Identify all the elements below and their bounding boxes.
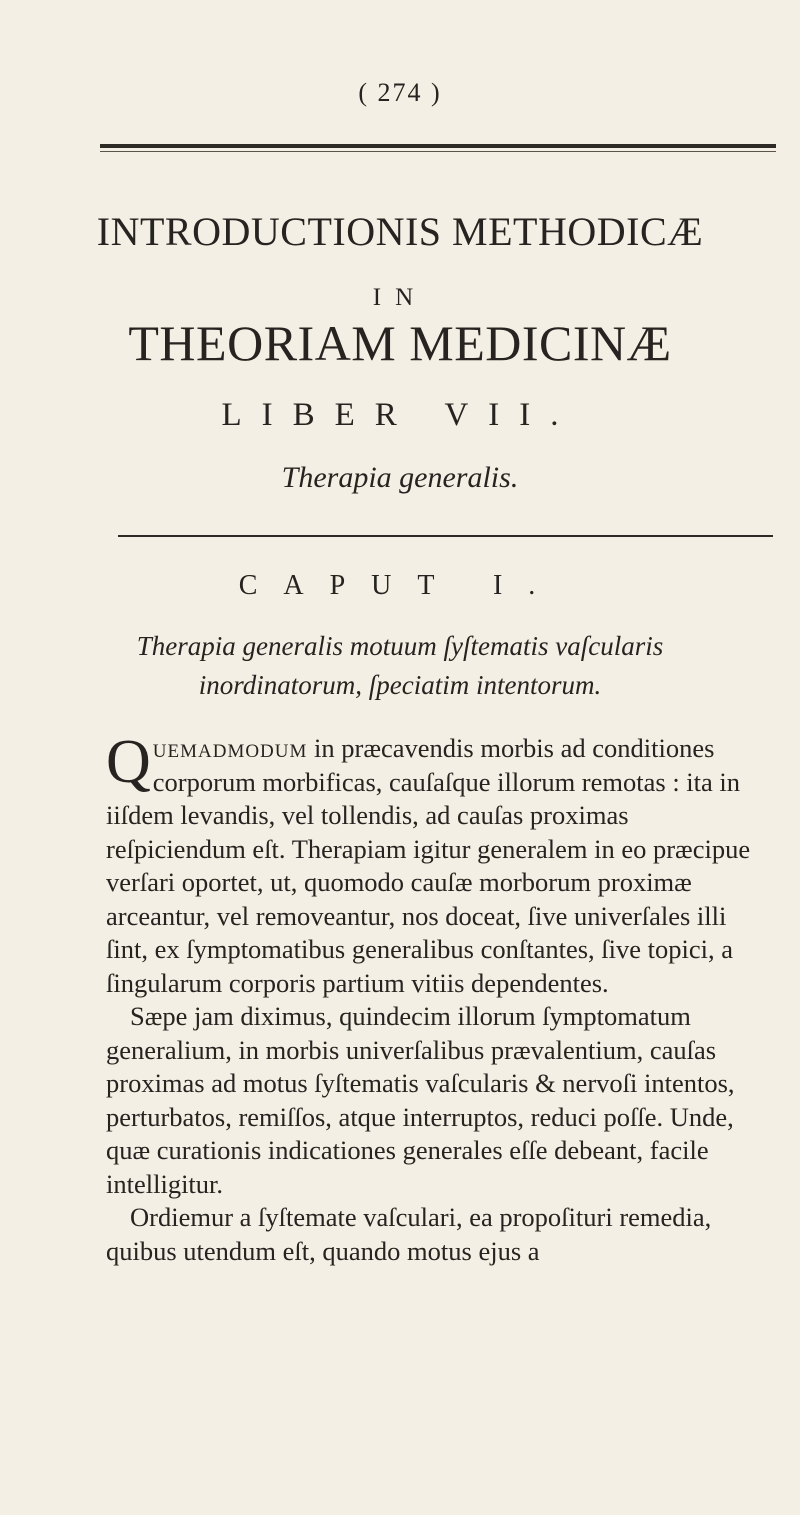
work-title: INTRODUCTIONIS METHODICÆ — [96, 209, 704, 254]
chapter-title: CAPUT I. — [238, 570, 562, 601]
section-rule — [118, 535, 773, 537]
opening-word: uemadmodum — [152, 733, 308, 763]
work-title-subject: THEORIAM MEDICINÆ — [128, 315, 672, 371]
paragraph-1-text: in præcavendis morbis ad conditiones corporum morbificas, cauſaſque illorum remotas : ita in iiſdem levandis, vel tollendis, ad cauſas proximas reſpiciendum eſt. Therapiam igitur generalem in eo præcipue verſari oportet, ut, quomodo cauſæ morborum proximæ arceantur, vel removeantur, nos doceat, ſive univerſales illi ſint, ex ſymptomatibus generalibus conſtantes, ſive topici, a ſingularum corporis partium vitiis dependentes. — [106, 733, 751, 998]
main-text — [106, 728, 774, 1268]
chapter-subtitle-line2: inordinatorum, ſpeciatim intentorum. — [198, 670, 602, 700]
header-rule-thin — [100, 151, 776, 152]
paragraph-2: Sæpe jam diximus, quindecim illorum ſymptomatum generalium, in morbis univerſalibus prævalentium, cauſas proximas ad motus ſyſtematis vaſcularis & nervoſi intentos, perturbatos, remiſſos, atque interruptos, reduci poſſe. Unde, quæ curationis indicationes generales eſſe debeant, facile intelligitur. — [106, 1001, 735, 1199]
drop-cap: Q — [106, 728, 151, 796]
work-title-preposition: IN — [372, 284, 428, 311]
page-number: ( 274 ) — [358, 78, 442, 107]
book-subtitle: Therapia generalis. — [281, 461, 519, 494]
paragraph-3: Ordiemur a ſyſtemate vaſculari, ea propoſituri remedia, quibus utendum eſt, quando motus ejus a — [106, 1202, 712, 1266]
book-number: LIBER VII. — [221, 397, 579, 433]
chapter-subtitle-line1: Therapia generalis motuum ſyſtematis vaſcularis — [136, 631, 664, 661]
header-rule — [100, 144, 776, 148]
paragraph-1 — [106, 728, 774, 1000]
